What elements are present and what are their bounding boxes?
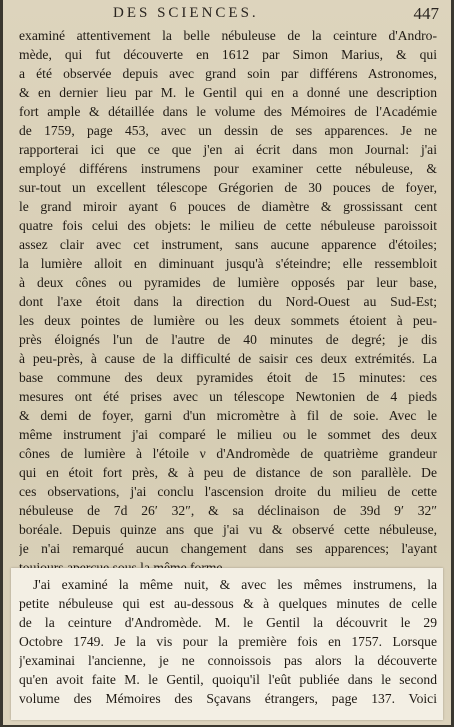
text-line: nébuleuse de 7d 26′ 32″, & sa déclinaison de 39d 9′ 32″: [19, 503, 437, 518]
text-line: dont l'axe étoit dans la direction du Nord-Ouest au Sud-Est;: [19, 294, 437, 309]
text-line: même instrument j'ai comparé le milieu ou le sommet des deux: [19, 427, 437, 442]
text-line: j'examinai l'ancienne, je ne connoissois pas alors la découverte: [19, 653, 437, 668]
text-line: & en dernier lieu par M. le Gentil qui en a donné une description: [19, 85, 437, 100]
text-line: Octobre 1749. Je la vis pour la première fois en 1757. Lorsque: [19, 634, 437, 649]
text-line: à deux cônes ou pyramides de lumière opposés par leur base,: [19, 275, 437, 290]
text-line: a été observée depuis avec grand soin par différens Astronomes,: [19, 66, 437, 81]
text-line: sur-tout un excellent télescope Grégorien de 30 pouces de foyer,: [19, 180, 437, 195]
book-page: [3, 0, 451, 725]
text-line: assez clair avec cet instrument, sans aucune apparence d'étoiles;: [19, 237, 437, 252]
text-line: les deux pointes de lumière ou les deux sommets étoient à peu-: [19, 313, 437, 328]
text-line: de 1759, page 453, avec un dessin de ses apparences. Je ne: [19, 123, 437, 138]
text-line: près éloignés l'un de l'autre de 40 minutes de degré; je dis: [19, 332, 437, 347]
text-line: à peu-près, à cause de la difficulté de saisir ces deux extrémités. La: [19, 351, 437, 366]
text-line: employé différens instrumens pour examiner cette nébuleuse, &: [19, 161, 437, 176]
page-number: 447: [413, 4, 439, 23]
text-line: J'ai examiné la même nuit, & avec les mêmes instrumens, la: [33, 577, 437, 592]
page-header: [3, 2, 451, 24]
text-line: quatre fois celui des objets: le milieu de cette nébuleuse paroissoit: [19, 218, 437, 233]
text-line: qui en étoit fort près, & à peu de distance de son parallèle. De: [19, 465, 437, 480]
text-line: mesures ont été prises avec un télescope Newtonien de 4 pieds: [19, 389, 437, 404]
text-line: volume des Mémoires des Sçavans étrangers, page 137. Voici: [19, 691, 437, 706]
text-line: le grand miroir ayant 6 pouces de diamètre & grossissant cent: [19, 199, 437, 214]
text-line: de la ceinture d'Andromède. M. le Gentil la découvrit le 29: [19, 615, 437, 630]
text-line: fort ample & détaillée dans le volume des Mémoires de l'Académie: [19, 104, 437, 119]
text-line: je n'ai remarqué aucun changement dans ses apparences; l'ayant: [19, 541, 437, 556]
text-line: petite nébuleuse qui est au-dessous & à quelques minutes de celle: [19, 596, 437, 611]
text-line: la lumière alloit en diminuant jusqu'à s'éteindre; elle ressembloit: [19, 256, 437, 271]
text-line: mède, qui fut découverte en 1612 par Simon Marius, & qui: [19, 47, 437, 62]
running-head: DES SCIENCES.: [113, 5, 259, 21]
text-line: ces observations, j'ai conclu l'ascension droite du milieu de cette: [19, 484, 437, 499]
text-line: & demi de foyer, garni d'un micromètre à fil de soie. Avec le: [19, 408, 437, 423]
text-line: base commune des deux pyramides étoit de 15 minutes: ces: [19, 370, 437, 385]
text-line: boréale. Depuis quinze ans que j'ai vu & observé cette nébuleuse,: [19, 522, 437, 537]
text-line: qu'en avoit faite M. le Gentil, quoiqu'il l'eût publiée dans le second: [19, 672, 437, 687]
text-line: rapporterai ici que ce que j'en ai écrit dans mon Journal: j'ai: [19, 142, 437, 157]
text-line: examiné attentivement la belle nébuleuse de la ceinture d'Andro-: [19, 28, 437, 43]
text-line: cônes de lumière à l'étoile ν d'Andromède de quatrième grandeur: [19, 446, 437, 461]
